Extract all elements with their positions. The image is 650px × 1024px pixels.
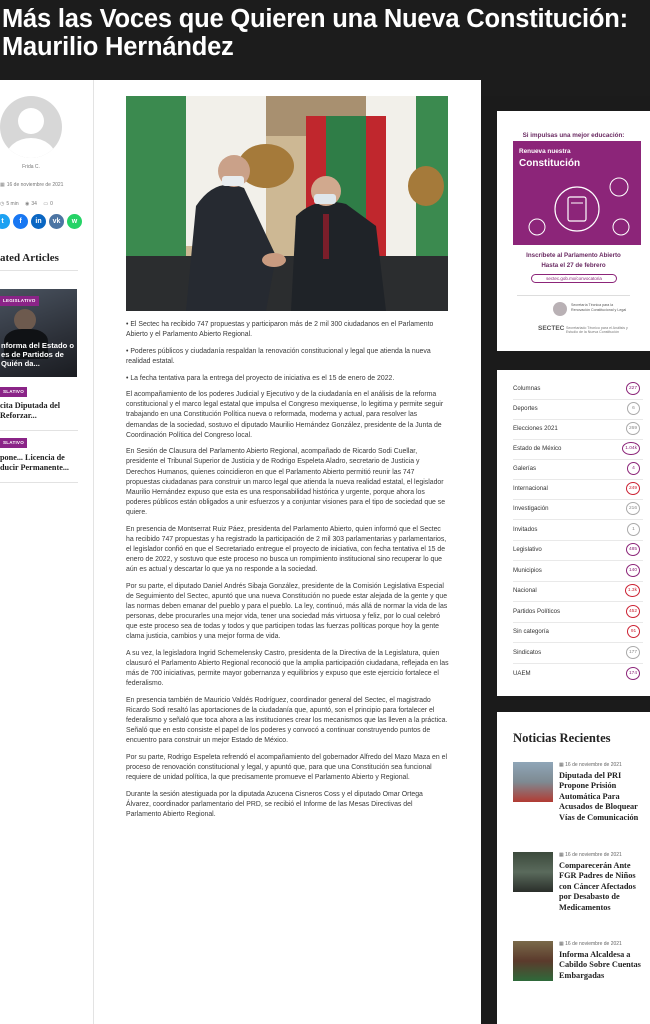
comment-icon: ▭ bbox=[43, 201, 49, 207]
ad-footer-text: Secretaría Técnica para la Renovación Constitucional y Legal bbox=[571, 303, 627, 312]
whatsapp-share-icon[interactable]: w bbox=[67, 214, 82, 229]
post-date: ▦ 16 de noviembre de 2021 bbox=[0, 182, 64, 188]
category-item-elecciones[interactable]: Elecciones 2021 269 bbox=[513, 420, 643, 440]
ad-url-link[interactable]: sectec.gob.mx/convocatoria bbox=[531, 274, 617, 283]
news-title[interactable]: Diputada del PRI Propone Prisión Automática Para Acusados de Bloquear Vías de Comunicación bbox=[559, 771, 639, 822]
related-article-image-caption[interactable]: nforma del Estado o es de Partidos de Quién da... bbox=[1, 341, 74, 368]
state-seal-icon bbox=[553, 302, 567, 316]
category-count: 1 bbox=[627, 523, 640, 536]
calendar-icon: ▦ bbox=[559, 852, 566, 858]
category-item-legislativo[interactable]: Legislativo 485 bbox=[513, 541, 643, 561]
related-articles-heading: ated Articles bbox=[0, 252, 59, 264]
news-title[interactable]: Comparecerán Ante FGR Padres de Niños con Cáncer Afectados por Desabasto de Medicamentos bbox=[559, 861, 636, 912]
category-item-internacional[interactable]: Internacional 249 bbox=[513, 480, 643, 500]
category-count: 1.3k bbox=[625, 584, 640, 597]
category-item-deportes[interactable]: Deportes 6 bbox=[513, 400, 643, 420]
category-count: 1.04k bbox=[622, 442, 640, 455]
calendar-icon: ▦ bbox=[559, 941, 566, 947]
category-item-estado-de-mexico[interactable]: Estado de México 1.04k bbox=[513, 440, 643, 460]
article-sheet bbox=[0, 80, 481, 1024]
ad-footer-text: Secretariado Técnico para el Análisis y Estudio de la Nueva Constitución bbox=[566, 326, 628, 335]
twitter-share-icon[interactable]: t bbox=[0, 214, 10, 229]
article-paragraph: En presencia de Montserrat Ruiz Páez, presidenta del Parlamento Abierto, quien informó que el Sectec ha recibido 747 propuestas y ha registrado la participación de 2 mil 303 parlamentarias y parlamentarios, el legislador confió en que el Secretariado entregue el proyecto de iniciativa, con fecha tentativa el 15 de enero de 2022, y sostuvo que este proceso no busca un rompimiento institucional sino recuperar lo que aún es actual y descartar lo que ya no responde a la sociedad. bbox=[126, 525, 447, 573]
category-tag[interactable]: SLATIVO bbox=[0, 438, 27, 448]
post-stats bbox=[0, 201, 53, 207]
recent-news-heading: Noticias Recientes bbox=[513, 731, 611, 745]
comment-count: 0 bbox=[50, 201, 53, 207]
category-item-municipios[interactable]: Municipios 140 bbox=[513, 562, 643, 582]
category-count: 249 bbox=[626, 482, 640, 495]
author-name[interactable]: Frida C. bbox=[22, 164, 40, 170]
category-item-investigacion[interactable]: Investigación 216 bbox=[513, 500, 643, 520]
article-paragraph: Por su parte, Rodrigo Espeleta refrendó el acompañamiento del gobernador Alfredo del Mazo Maza en el proceso de renovación constitucional y legal, y apuntó que, para que una Constitución sea funcional requiere de unidad política, la que precisamente promueve el Parlamento Abierto y Regional. bbox=[126, 753, 447, 781]
article-paragraph: En presencia también de Mauricio Valdés Rodríguez, coordinador general del Sectec, el magistrado Ricardo Sodi resaltó las aportaciones de la ciudadanía que, apuntó, son el principio para fortalecer el federalismo y señaló que toca ahora a las instituciones crear los mecanismos que las lleven a la práctica. Señaló que en esto consiste el papel de los poderes y convocó a continuar construyendo puntos de encuentro para construir un mejor Estado de México. bbox=[126, 696, 448, 745]
article-paragraph: Por su parte, el diputado Daniel Andrés Sibaja González, presidente de la Comisión Legislativa Especial de Seguimiento del Sectec, apuntó que una nueva Constitución no puede estar alejada de la gente y que las normas deben emanar del pueblo y para el pueblo. La ley, continuó, más allá de normar la vida de las personas, debe procurarles una mejor vida, tener una sociedad más virtuosa y feliz, por lo cual celebró que este proceso sea de todas y todos y que participen todas las fuerzas políticas porque hoy la gente clama justicia, cambios y una mejor forma de vida. bbox=[126, 582, 448, 641]
article-featured-photo bbox=[126, 96, 448, 311]
news-date: ▦ 16 de noviembre de 2021 bbox=[559, 852, 622, 858]
category-count: 174 bbox=[626, 667, 640, 680]
category-item-uaem[interactable]: UAEM 174 bbox=[513, 665, 643, 685]
linkedin-share-icon[interactable]: in bbox=[31, 214, 46, 229]
ad-footer bbox=[517, 295, 630, 335]
category-count: 91 bbox=[627, 625, 640, 638]
vk-share-icon[interactable]: vk bbox=[49, 214, 64, 229]
news-title[interactable]: Informa Alcaldesa a Cabildo Sobre Cuentas Embargadas bbox=[559, 950, 641, 980]
category-item-galerias[interactable]: Galerías 4 bbox=[513, 460, 643, 480]
constitution-book-icon bbox=[513, 141, 641, 245]
article-paragraph: A su vez, la legisladora Ingrid Schemelensky Castro, presidenta de la Directiva de la Legislatura, quien clausuró el Parlamento Abierto Regional reconoció que la amplia participación ciudadana, reflejada en las más de 700 iniciativas, permite mayor gobernanza y equilibrios y expuso que este ejercicio fortalece el federalismo. bbox=[126, 649, 449, 688]
related-article-title[interactable]: pone... Licencia de ducir Permanente... bbox=[0, 453, 69, 472]
author-avatar[interactable] bbox=[0, 96, 62, 158]
related-article-title[interactable]: cita Diputada del Reforzar... bbox=[0, 401, 61, 420]
category-item-sindicatos[interactable]: Sindicatos 177 bbox=[513, 644, 643, 664]
article-paragraph: En Sesión de Clausura del Parlamento Abierto Regional, acompañado de Ricardo Sodi Cuellar, presidente el Tribunal Superior de Justicia y de Rodrigo Espeleta Aladro, secretario de Justicia y Derechos Humanos, quienes coincidieron en que el Parlamento Abierto permitió reunir las 747 propuestas ciudadanas para construir un marco legal que atienda la nueva realidad estatal, el legislador Maurilio Hernández expuso que esta es una responsabilidad histórica y urgente, porque ahora los poderes públicos están obligados a unir esfuerzos y a conjuntar visiones para el tipo de sociedad que se quiere. bbox=[126, 448, 446, 516]
ad-deadline: Hasta el 27 de febrero bbox=[541, 262, 606, 269]
ad-tagline: Si impulsas una mejor educación: bbox=[522, 132, 625, 139]
category-count: 452 bbox=[626, 605, 640, 618]
news-thumbnail[interactable] bbox=[513, 762, 553, 802]
category-count: 227 bbox=[626, 382, 640, 395]
article-paragraph: Durante la sesión atestiguada por la diputada Azucena Cisneros Coss y el diputado Omar Ortega Álvarez, coordinador parlamentario del PRD, se recibió el Informe de las Mesas Directivas del Parlamento Abierto Regional. bbox=[126, 790, 423, 818]
article-paragraph: El acompañamiento de los poderes Judicial y Ejecutivo y de la ciudadanía en el análisis de la reforma constitucional y el marco legal estatal que impulsa el Congreso mexiquense, lo legitima y permite seguir trabajando en una Constitución Política nueva o reformada, moderna y actual, para resolver las demandas de la sociedad, sostuvo el diputado Maurilio Hernández González, presidente de la Junta de Coordinación Política del Congreso local. bbox=[126, 391, 444, 439]
sectec-logo: SECTEC bbox=[538, 325, 565, 332]
category-count: 216 bbox=[626, 502, 640, 515]
article-title: Más las Voces que Quieren una Nueva Constitución: Maurilio Hernández bbox=[2, 5, 628, 61]
category-item-invitados[interactable]: Invitados 1 bbox=[513, 521, 643, 541]
ad-card: Renueva nuestra Constitución bbox=[513, 141, 641, 245]
category-item-nacional[interactable]: Nacional 1.3k bbox=[513, 582, 643, 602]
news-date: ▦ 16 de noviembre de 2021 bbox=[559, 941, 622, 947]
author-sidebar bbox=[0, 80, 94, 1024]
categories-widget bbox=[497, 370, 650, 696]
ad-cta: Inscríbete al Parlamento Abierto bbox=[526, 252, 621, 259]
share-buttons bbox=[0, 214, 82, 230]
category-count: 269 bbox=[626, 422, 640, 435]
news-thumbnail[interactable] bbox=[513, 852, 553, 892]
category-count: 140 bbox=[626, 564, 640, 577]
category-item-columnas[interactable]: Columnas 227 bbox=[513, 380, 643, 400]
category-tag[interactable]: LEGISLATIVO bbox=[0, 296, 39, 306]
news-thumbnail[interactable] bbox=[513, 941, 553, 981]
read-time: 5 min bbox=[6, 201, 19, 207]
category-tag[interactable]: SLATIVO bbox=[0, 387, 27, 397]
sectec-ad-banner[interactable] bbox=[497, 111, 650, 351]
article-paragraph: • Poderes públicos y ciudadanía respaldan la renovación constitucional y legal que atienda la nueva realidad estatal. bbox=[126, 347, 431, 365]
category-count: 4 bbox=[627, 462, 640, 475]
category-count: 6 bbox=[627, 402, 640, 415]
category-item-partidos-politicos[interactable]: Partidos Políticos 452 bbox=[513, 603, 643, 623]
category-count: 177 bbox=[626, 646, 640, 659]
article-body bbox=[126, 320, 449, 827]
calendar-icon: ▦ bbox=[559, 762, 566, 768]
facebook-share-icon[interactable]: f bbox=[13, 214, 28, 229]
category-count: 485 bbox=[626, 543, 640, 556]
view-count: 34 bbox=[31, 201, 37, 207]
calendar-icon: ▦ bbox=[0, 182, 5, 188]
recent-news-widget bbox=[497, 712, 650, 1024]
article-paragraph: • El Sectec ha recibido 747 propuestas y participaron más de 2 mil 300 ciudadanos en el Parlamento Abierto y el Parlamento Abierto Regional. bbox=[126, 321, 434, 339]
handshake-photo bbox=[126, 96, 448, 311]
category-item-sin-categoria[interactable]: Sin categoría 91 bbox=[513, 623, 643, 643]
clock-icon: ◷ bbox=[0, 201, 5, 207]
eye-icon: ◉ bbox=[25, 201, 30, 207]
news-date: ▦ 16 de noviembre de 2021 bbox=[559, 762, 622, 768]
article-paragraph: • La fecha tentativa para la entrega del proyecto de iniciativa es el 15 de enero de 2022. bbox=[126, 374, 395, 382]
